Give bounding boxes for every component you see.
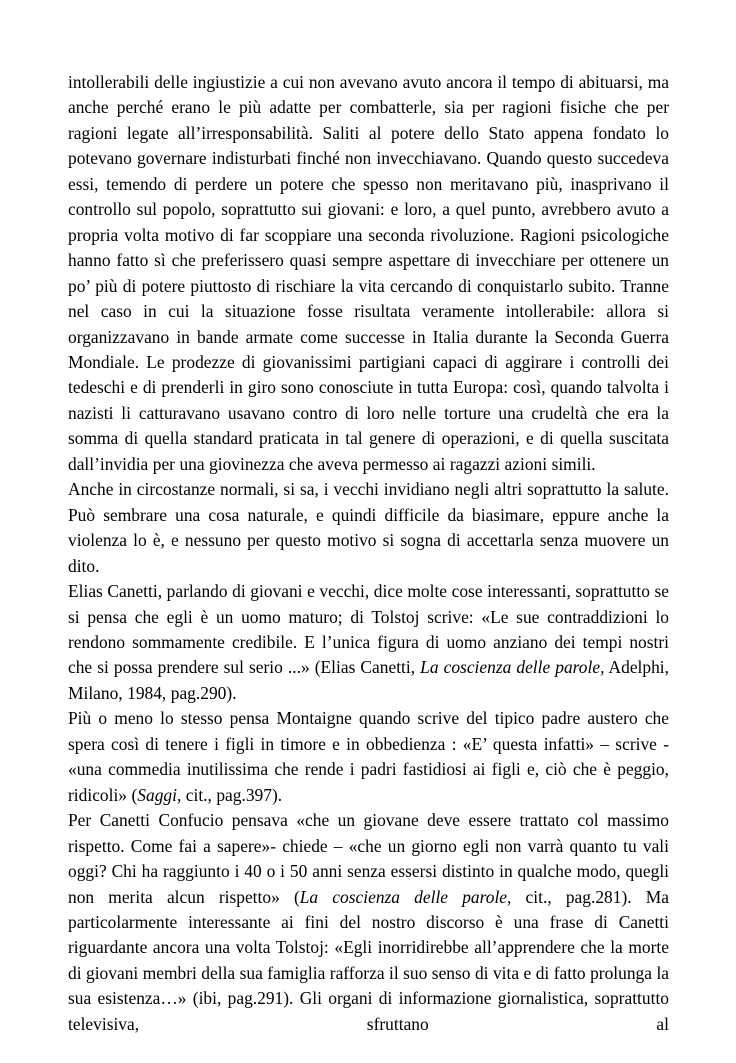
paragraph-4 [68,706,669,808]
paragraph-3-run-1: Elias Canetti, parlando di giovani e vecchi, dice molte cose interessanti, soprattutto se si pensa che egli è un uomo maturo; di Tolstoj scrive: «Le sue contraddizioni lo rendono sommamente credibile. E l’unica figura di uomo anziano dei tempi nostri che si possa prendere sul serio ...» (Elias Canetti, [68,581,669,678]
paragraph-5 [68,808,669,1063]
paragraph-5-title-italic: La coscienza delle parole, [299,886,512,907]
paragraph-4-title-italic: Saggi, [137,784,182,805]
paragraph-3-title-italic: La coscienza delle parole, [420,657,605,678]
paragraph-4-run-2: cit., pag.397). [181,784,283,805]
paragraph-5-run-2: cit., pag.281). Ma particolarmente interessante ai fini del nostro discorso è una frase di Canetti riguardante ancora una volta Tolstoj: «Egli inorridirebbe all’apprendere che la morte di giovani membri della sua famiglia rafforza il suo senso di vita e di fatto prolunga la sua esistenza…» (ibi, pag.291). Gli organi di informazione giornalistica, soprattutto televisiva, sfruttano al [68,886,670,1034]
body-text-column [68,70,669,1063]
paragraph-4-run-1: Più o meno lo stesso pensa Montaigne quando scrive del tipico padre austero che spera così di tenere i figli in timore e in obbedienza : «E’ questa infatti» – scrive - «una commedia inutilissima che rende i padri fastidiosi ai figli e, ciò che è peggio, ridicoli» ( [68,708,669,805]
paragraph-2: Anche in circostanze normali, si sa, i vecchi invidiano negli altri soprattutto la salute. Può sembrare una cosa naturale, e quindi difficile da biasimare, eppure anche la violenza lo è, e nessuno per questo motivo si sogna di accettarla senza muovere un dito. [68,479,669,576]
paragraph-5-run-1: Per Canetti Confucio pensava «che un giovane deve essere trattato col massimo rispetto. Come fai a sapere»- chiede – «che un giorno egli non varrà quanto tu vali oggi? Chi ha raggiunto i 40 o i 50 anni senza essersi distinto in qualche modo, quegli non merita alcun rispetto» ( [68,810,669,907]
paragraph-1: intollerabili delle ingiustizie a cui non avevano avuto ancora il tempo di abituarsi, ma anche perché erano le più adatte per combatterle, sia per ragioni fisiche che per ragioni legate all’irresponsabilità. Saliti al potere dello Stato appena fondato lo potevano governare indisturbati finché non invecchiavano. Quando questo succedeva essi, temendo di perdere un potere che spesso non meritavano più, inasprivano il controllo sul popolo, soprattutto sui giovani: e loro, a quel punto, avrebbero avuto a propria volta motivo di far scoppiare una seconda rivoluzione. Ragioni psicologiche hanno fatto sì che preferissero quasi sempre aspettare di invecchiare per ottenere un po’ più di potere piuttosto di rischiare la vita cercando di conquistarlo subito. Tranne nel caso in cui la situazione fosse risultata veramente intollerabile: allora si organizzavano in bande armate come successe in Italia durante la Seconda Guerra Mondiale. Le prodezze di giovanissimi partigiani capaci di aggirare i controlli dei tedeschi e di prenderli in giro sono conosciute in tutta Europa: così, quando talvolta i nazisti li catturavano usavano contro di loro nelle torture una crudeltà che era la somma di quella standard praticata in tal genere di operazioni, e di quella suscitata dall’invidia per una giovinezza che aveva permesso ai ragazzi azioni simili. [68,72,669,474]
paragraph-3 [68,579,669,706]
paragraph-3-run-2: Adelphi, Milano, 1984, pag.290). [68,657,670,703]
